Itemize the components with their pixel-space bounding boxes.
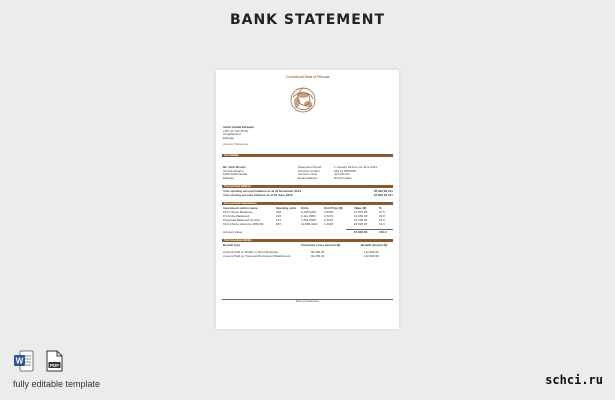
section-bar-summary: Your account balance	[222, 185, 393, 188]
table-cell: 15,400.00	[354, 218, 368, 222]
table-cell: 17,875.25	[354, 210, 368, 214]
table-row: FS Active Balanced	[223, 214, 250, 218]
detail-left-1: Mr. John Brown	[223, 165, 246, 169]
customer-city: Ethiopia	[223, 135, 234, 140]
pdf-file-icon	[44, 350, 64, 372]
table-cell: 1.2020	[324, 222, 334, 226]
table-cell: 2.1210	[324, 218, 334, 222]
section-bar-insurance: Your insurance details	[222, 239, 393, 242]
customer-name: Addis Ababa Ethiopia	[223, 125, 254, 129]
detail-value-4: Not Provided	[334, 175, 352, 180]
customer-phone: +251 11 123 45 00	[223, 128, 248, 133]
detail-value-3: John Brown	[334, 172, 350, 176]
account-value-pct: 100.0	[379, 230, 387, 234]
table-cell: 31.1	[379, 222, 385, 226]
customer-email: info@bank.et	[223, 132, 241, 136]
detail-value-1: 1 January 2013 to 31 June 2013	[334, 165, 378, 169]
detail-left-2: Chuchu Road 1	[223, 168, 244, 173]
account-statement-label: Account Statement	[223, 142, 249, 146]
txn-header-price: Unit Price ($)	[324, 206, 343, 210]
detail-label-1: Statement Period	[298, 165, 322, 169]
detail-label-4: Email address	[298, 175, 318, 180]
table-cell: 2,155.0200	[301, 210, 317, 214]
detail-value-2: 100 12 3456789	[334, 168, 356, 173]
table-cell: 20,525.07	[354, 222, 368, 226]
account-value: 67,820.00	[354, 230, 368, 234]
end-of-statement: End of Statement	[295, 299, 320, 303]
ins-header-benefit: Benefit amount ($)	[361, 243, 388, 247]
txn-header-pct: %	[379, 206, 382, 210]
table-cell: 112,300.00	[364, 250, 379, 254]
table-cell: 29.8	[379, 214, 385, 218]
account-value-label: Account Value	[223, 230, 243, 234]
table-cell: 100	[276, 214, 282, 218]
footer-note: fully editable template	[13, 379, 101, 389]
table-cell: 19,054.18	[354, 214, 368, 218]
detail-left-4: Ethiopia	[223, 175, 234, 180]
table-row: Perpetual Balanced Growth	[223, 218, 260, 222]
site-watermark: schci.ru	[545, 373, 603, 387]
table-cell: 27.5	[379, 210, 385, 214]
section-bar-transactions: Your account transactions	[222, 202, 393, 205]
table-cell: 112,300.00	[364, 254, 379, 258]
summary-label-2: Your closing account balance as at 30 June 2013	[223, 193, 293, 197]
page-title: BANK STATEMENT	[229, 12, 386, 28]
statement-sheet	[216, 70, 399, 329]
table-row: Amount Paid on Death or Terminal Illness	[223, 250, 279, 254]
table-cell: 3.7274	[324, 214, 334, 218]
txn-header-value: Value ($)	[354, 206, 367, 210]
table-cell: 1.8054	[324, 210, 334, 214]
table-cell: 23.6	[379, 218, 385, 222]
table-cell: 90,000.00	[311, 250, 325, 254]
detail-left-3: 1000 Addis Ababa	[223, 172, 248, 176]
bank-logo-icon	[286, 83, 320, 117]
table-cell: 10,990.3402	[301, 222, 318, 226]
ins-header-type: Benefit type	[223, 243, 241, 247]
summary-value-2: 67,820.00 birr	[373, 193, 393, 197]
table-cell: 2,111.9083	[301, 214, 316, 218]
summary-label-1: Your opening account balance as at 31 December 2012	[223, 189, 302, 193]
pdf-icon-text: PDF	[50, 362, 59, 368]
txn-header-open: Opening units	[276, 206, 297, 210]
txn-header-name: Investment option name	[223, 206, 258, 210]
table-cell: 687	[276, 222, 282, 226]
summary-value-1: 65,320.00 birr	[373, 189, 393, 193]
table-row: First Choice Lifecycle 1960-69	[223, 222, 264, 226]
bank-name: Commercial Bank of Ethiopia	[285, 75, 330, 79]
word-file-icon	[14, 350, 34, 372]
detail-label-2: Account number	[298, 168, 320, 173]
table-row: Amount Paid on Total and Permanent Disablement	[223, 254, 291, 258]
table-cell: 90,000.00	[311, 254, 325, 258]
table-cell: 7,251.0000	[301, 218, 317, 222]
word-icon-letter: W	[15, 356, 24, 366]
ins-header-cover: Insurance cover amount ($)	[301, 243, 341, 247]
txn-header-units: Units	[301, 206, 309, 210]
section-bar-details: Your details	[222, 154, 393, 157]
table-row: First Choice Moderate	[223, 210, 253, 214]
table-cell: 131	[276, 218, 282, 222]
detail-label-3: Account name	[298, 172, 318, 176]
table-cell: 218	[276, 210, 282, 214]
